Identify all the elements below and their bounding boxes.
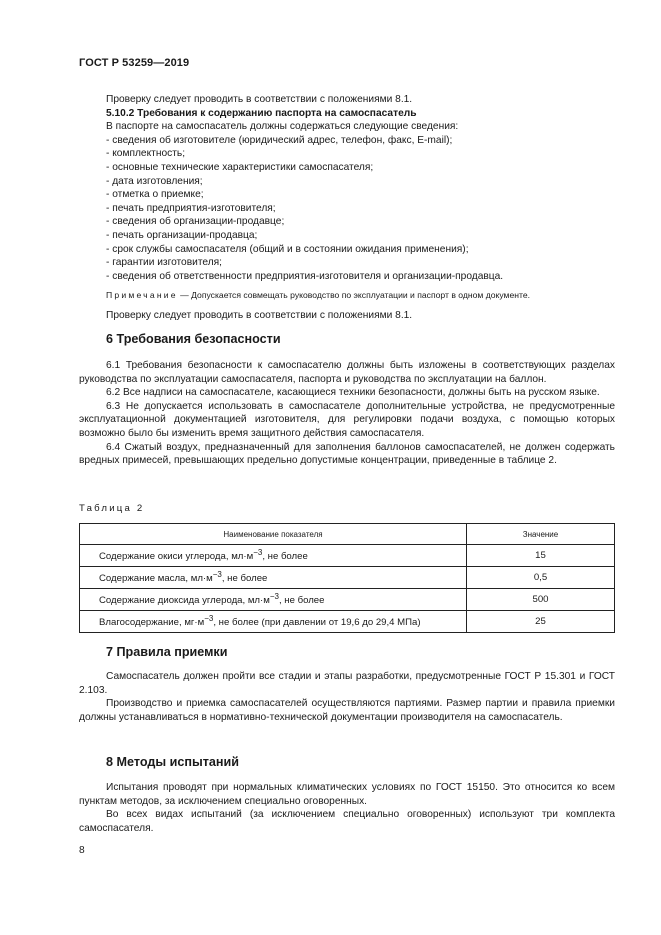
- check-text-1: Проверку следует проводить в соответствии с положениями 8.1.: [106, 94, 413, 105]
- check-text-2: Проверку следует проводить в соответствии с положениями 8.1.: [106, 309, 413, 321]
- section-8-body: [79, 781, 615, 835]
- table-header-row: [80, 524, 615, 545]
- column-header-name: Наименование показателя: [80, 524, 467, 545]
- row-name-suffix: , не более: [278, 595, 325, 607]
- section-8-title: 8 Методы испытаний: [106, 755, 239, 769]
- row-name-suffix: , не более: [221, 573, 268, 585]
- paragraph-8-1: Испытания проводят при нормальных климатических условиях по ГОСТ 15150. Это относится ко всем пунктам методов, за исключением специально оговоренных.: [79, 782, 615, 807]
- paragraph-8-2: Во всех видах испытаний (за исключением специально оговоренных) используют три комплекта самоспасателя.: [79, 809, 615, 834]
- note: [79, 289, 615, 303]
- unit-exponent: −3: [269, 592, 279, 602]
- table-row: [80, 545, 615, 567]
- list-item: - печать предприятия-изготовителя;: [106, 202, 276, 214]
- document-header: ГОСТ Р 53259—2019: [79, 57, 190, 69]
- row-value-cell: 15: [467, 545, 615, 567]
- paragraph-7-2: Производство и приемка самоспасателей осуществляются партиями. Размер партии и правила приемки должны устанавливаться в нормативно-технической документации производителя на самоспасатель.: [79, 698, 615, 723]
- unit-exponent: −3: [253, 548, 263, 558]
- row-value-cell: 500: [467, 589, 615, 611]
- paragraph-7-1: Самоспасатель должен пройти все стадии и этапы разработки, предусмотренные ГОСТ Р 15.301 и ГОСТ 2.103.: [79, 671, 615, 696]
- row-name-suffix: , не более: [262, 551, 308, 563]
- list-item: - сведения об изготовителе (юридический адрес, телефон, факс, E-mail);: [106, 134, 453, 146]
- list-item: - дата изготовления;: [106, 175, 203, 187]
- passport-items-list: [79, 134, 615, 284]
- column-header-value: Значение: [467, 524, 615, 545]
- section-7-title: 7 Правила приемки: [106, 645, 228, 659]
- section-5-10-block: [79, 93, 615, 323]
- list-item: - основные технические характеристики самоспасателя;: [106, 161, 374, 173]
- passport-intro: В паспорте на самоспасатель должны содержаться следующие сведения:: [106, 121, 459, 133]
- section-6-body: [79, 359, 615, 468]
- table-row: [80, 589, 615, 611]
- row-name-text: Содержание диоксида углерода, мл·м: [99, 595, 270, 607]
- page-number: 8: [79, 845, 85, 856]
- subsection-heading: 5.10.2 Требования к содержанию паспорта на самоспасатель: [106, 107, 417, 119]
- list-item: - комплектность;: [106, 148, 186, 160]
- section-6-title: 6 Требования безопасности: [106, 332, 281, 346]
- row-name-text: Содержание масла, мл·м: [99, 573, 213, 585]
- table-row: [80, 611, 615, 633]
- row-name-cell: [80, 589, 467, 611]
- row-name-suffix: , не более (при давлении от 19,6 до 29,4 МПа): [213, 617, 421, 629]
- list-item: - отметка о приемке;: [106, 189, 204, 201]
- row-value-cell: 0,5: [467, 567, 615, 589]
- note-label: Примечание: [106, 290, 178, 301]
- row-name-cell: [80, 611, 467, 633]
- paragraph-6-4: 6.4 Сжатый воздух, предназначенный для заполнения баллонов самоспасателей, не должен содержать вредных примесей, превышающих предельно допустимые концентрации, приведенные в таблице 2.: [79, 441, 615, 467]
- row-name-cell: [80, 545, 467, 567]
- unit-exponent: −3: [204, 614, 214, 624]
- list-item: - печать организации-продавца;: [106, 229, 258, 241]
- list-item: - сведения об ответственности предприятия-изготовителя и организации-продавца.: [106, 270, 504, 282]
- section-7-body: [79, 670, 615, 724]
- table-2: [79, 523, 615, 633]
- paragraph-6-1: 6.1 Требования безопасности к самоспасателю должны быть изложены в соответствующих разделах руководства по эксплуатации самоспасателя, паспорта и руководства по эксплуатации на баллон.: [79, 360, 615, 385]
- table-row: [80, 567, 615, 589]
- row-name-text: Влагосодержание, мг·м: [99, 617, 205, 629]
- row-value-cell: 25: [467, 611, 615, 633]
- table-caption: Таблица 2: [79, 503, 145, 514]
- note-text: — Допускается совмещать руководство по эксплуатации и паспорт в одном документе.: [177, 290, 530, 301]
- row-name-text: Содержание окиси углерода, мл·м: [99, 551, 254, 563]
- list-item: - гарантии изготовителя;: [106, 257, 223, 269]
- unit-exponent: −3: [212, 570, 222, 580]
- paragraph-6-3: 6.3 Не допускается использовать в самоспасателе дополнительные устройства, не предусмотренные эксплуатационной документацией изготовителя, для регулировки подачи воздуха, с помощью которых возможно было бы изменить время защитного действия самоспасателя.: [79, 400, 615, 439]
- list-item: - срок службы самоспасателя (общий и в состоянии ожидания применения);: [106, 243, 469, 255]
- list-item: - сведения об организации-продавце;: [106, 216, 285, 228]
- row-name-cell: [80, 567, 467, 589]
- paragraph-6-2: 6.2 Все надписи на самоспасателе, касающиеся техники безопасности, должны быть на русском языке.: [106, 387, 600, 399]
